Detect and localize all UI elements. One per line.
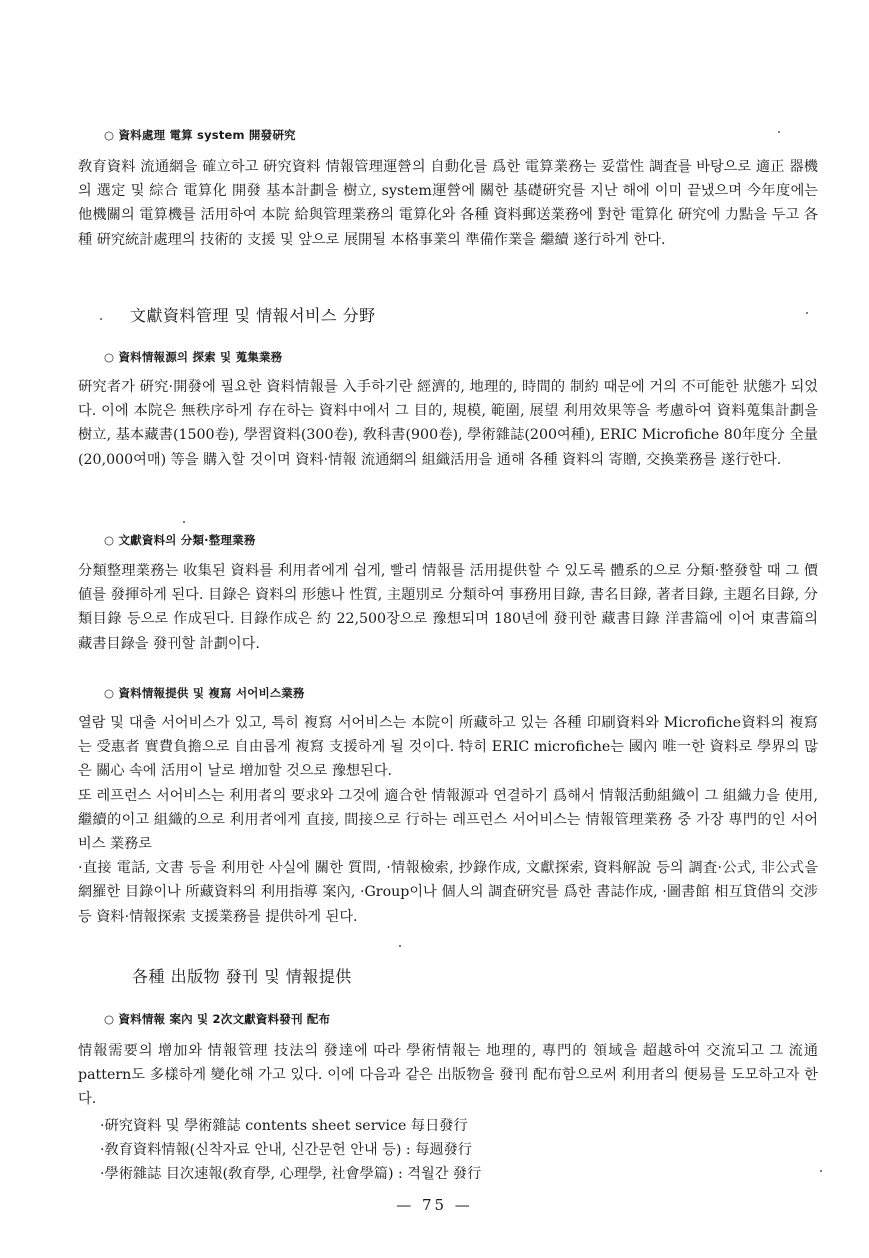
page-number: — 75 — [396,1196,473,1214]
scan-speck [806,312,808,314]
list-item: ·學術雜誌 目次速報(敎育學, 心理學, 社會學篇) : 격월간 發行 [100,1166,482,1182]
copy-service-paragraph-2: 또 레프런스 서어비스는 利用者의 要求와 그것에 適合한 情報源과 연결하기 爲해서 情報活動組織이 그 組織力을 使用, 繼續的이고 組織的으로 利用者에게 直接, 間接으로 行하는 레프런스 서어비스는 情報管理業務 중 가장 專門的인 서어비스 業務로 [78,787,818,853]
scan-speck [100,318,102,320]
scan-speck [820,1170,822,1172]
paragraph-secondary-literature: 情報需要의 增加와 情報管理 技法의 發達에 따라 學術情報는 地理的, 專門的 領域을 超越하여 交流되고 그 流通 pattern도 多樣하게 變化해 가고 있다. 이에 다음과 같은 出版物을 發刊 配布함으로써 利用者의 便易를 도모하고자 한다. [78,1043,818,1108]
paragraph-classification: 分類整理業務는 收集된 資料를 利用者에게 쉽게, 빨리 情報를 活用提供할 수 있도록 體系的으로 分類·整發할 때 그 價値를 發揮하게 된다. 目錄은 資料의 形態나 性質, 主題別로 分類하여 事務用目錄, 書名目錄, 著者目錄, 主題名目錄, 分類目錄 등으로 作成된다. 目錄作成은 約 22,500장으로 豫想되며 180년에 發刊한 藏書目錄 洋書篇에 이어 東書篇의 藏書目錄을 發刊할 計劃이다. [78,563,818,652]
scan-speck [778,131,780,133]
copy-service-paragraph-3: ·直接 電話, 文書 등을 利用한 사실에 關한 質問, ·情報檢索, 抄錄作成, 文獻探索, 資料解說 등의 調査·公式, 非公式을 網羅한 目錄이나 所藏資料의 利用指導 案內, ·Group이나 個人의 調査硏究를 爲한 書誌作成, ·圖書館 相互貸借의 交涉 등 資料·情報探索 支援業務를 提供하게 된다. [78,860,818,925]
paragraph-source-search: 硏究者가 硏究·開發에 필요한 資料情報를 入手하기란 經濟的, 地理的, 時間的 制約 때문에 거의 不可能한 狀態가 되었다. 이에 本院은 無秩序하게 存在하는 資料中에서 그 目的, 規模, 範圍, 展望 利用效果等을 考慮하여 資料蒐集計劃을 樹立, 基本藏書(1500卷), 學習資料(300卷), 敎科書(900卷), 學術雜誌(200여種), ERIC Microfiche 80年度分 全量(20,000여매) 等을 購入할 것이며 資料·情報 流通網의 組織活用을 通해 各種 資料의 寄贈, 交換業務를 遂行한다. [78,379,818,468]
section-title-literature-management: 文獻資料管理 및 情報서비스 分野 [130,306,376,325]
scan-speck [183,521,185,523]
section-heading-source-search: ○ 資料情報源의 探索 및 蒐集業務 [104,350,283,364]
paragraph-copy-service [78,711,818,929]
paragraph-data-processing: 敎育資料 流通網을 確立하고 硏究資料 情報管理運營의 自動化를 爲한 電算業務는 妥當性 調査를 바탕으로 適正 器機의 選定 및 綜合 電算化 開發 基本計劃을 樹立, system運營에 關한 基礎硏究를 지난 해에 이미 끝냈으며 今年度에는 他機關의 電算機를 活用하여 本院 給與管理業務의 電算化와 各種 資料郵送業務에 對한 電算化 硏究에 力點을 두고 各種 硏究統計處理의 技術的 支援 및 앞으로 展開될 本格事業의 準備作業을 繼續 遂行하게 한다. [78,159,818,248]
publication-list [100,1114,481,1186]
scan-speck [399,945,401,947]
section-heading-secondary-literature: ○ 資料情報 案內 및 2次文獻資料發刊 配布 [104,1012,331,1026]
section-heading-data-processing: ○ 資料處理 電算 system 開發硏究 [104,128,296,142]
copy-service-paragraph-1: 열람 및 대출 서어비스가 있고, 특히 複寫 서어비스는 本院이 所藏하고 있는 各種 印刷資料와 Microfiche資料의 複寫는 受惠者 實費負擔으로 自由롭게 複寫 支援하게 될 것이다. 特히 ERIC microfiche는 國內 唯一한 資料로 學界의 많은 關心 속에 活用이 날로 增加할 것으로 豫想된다. [78,715,818,780]
section-heading-copy-service: ○ 資料情報提供 및 複寫 서어비스業務 [104,686,305,700]
section-title-publications: 各種 出版物 發刊 및 情報提供 [132,967,352,986]
list-item: ·敎育資料情報(신착자료 안내, 신간문헌 안내 등) : 每週發行 [100,1142,472,1158]
section-heading-classification: ○ 文獻資料의 分類·整理業務 [104,533,256,547]
list-item: ·硏究資料 및 學術雜誌 contents sheet service 每日發行 [100,1118,468,1134]
